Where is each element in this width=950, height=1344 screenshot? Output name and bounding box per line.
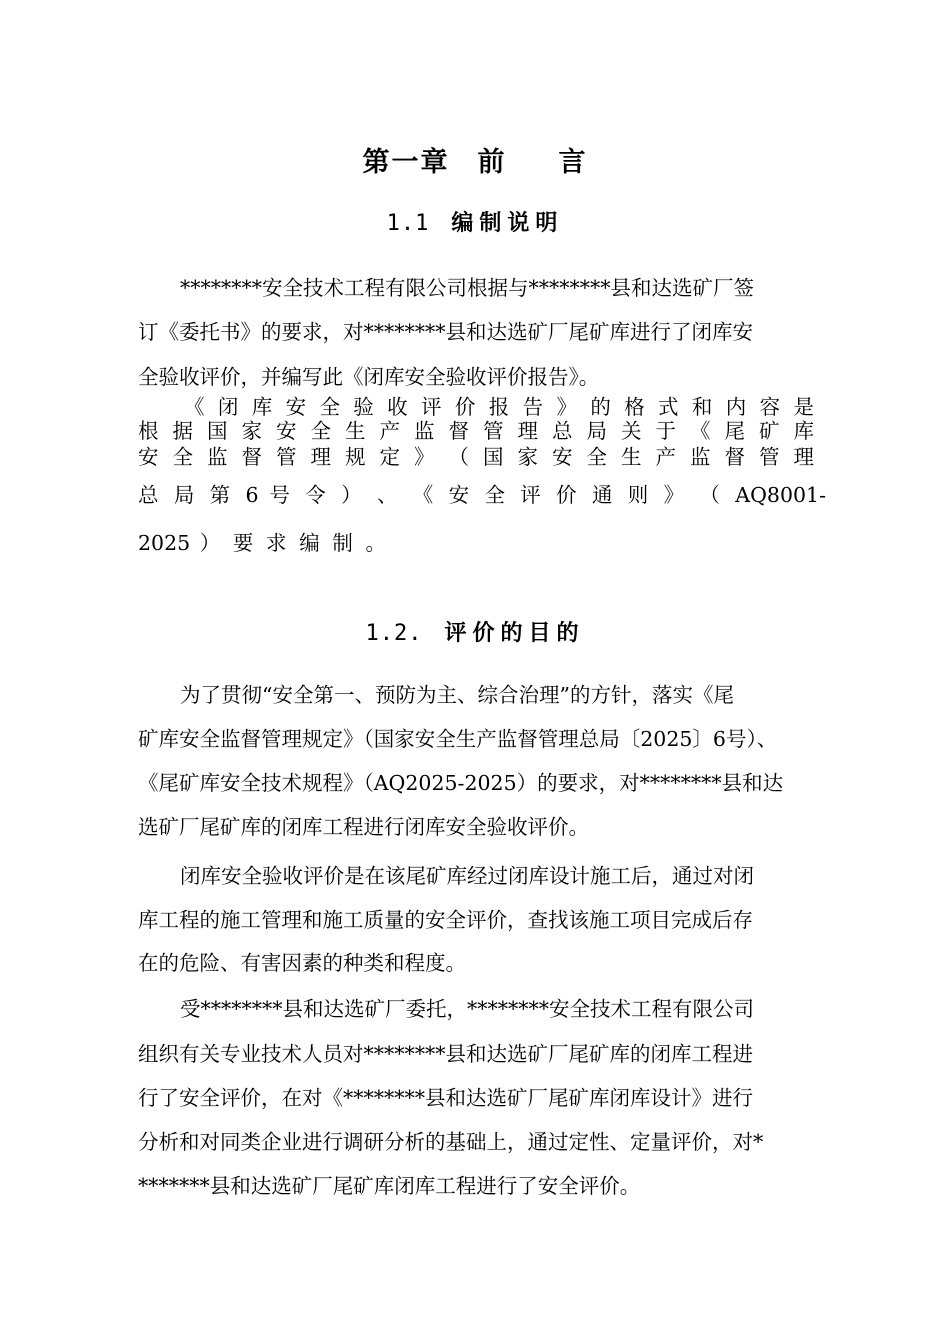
paragraph-line: 分析和对同类企业进行调研分析的基础上，通过定性、定量评价，对* (138, 1130, 764, 1154)
section-number: 1.1 (386, 211, 430, 236)
paragraph-line-spread: 总 局 第 6 号 令 ） 、 《 安 全 评 价 通 则 》 （ AQ8001- (138, 483, 826, 507)
section-label: 评价的目的 (444, 621, 585, 646)
chapter-title (0, 140, 950, 179)
paragraph-line: 订《委托书》的要求，对********县和达选矿厂尾矿库进行了闭库安 (138, 320, 753, 344)
section-label: 编制说明 (451, 211, 564, 236)
section-number: 1.2. (365, 621, 423, 646)
paragraph-line: 矿库安全监督管理规定》（国家安全生产监督管理总局〔2025〕6号）、 (138, 727, 778, 751)
paragraph-line-spread: 根 据 国 家 安 全 生 产 监 督 管 理 总 局 关 于 《 尾 矿 库 (138, 419, 814, 443)
chapter-title-word-2: 言 (558, 147, 588, 178)
chapter-title-word-1: 前 (477, 147, 507, 178)
paragraph-line: 库工程的施工管理和施工质量的安全评价，查找该施工项目完成后存 (138, 908, 753, 932)
paragraph-line: 受********县和达选矿厂委托，********安全技术工程有限公司 (180, 997, 754, 1021)
paragraph-line: ********安全技术工程有限公司根据与********县和达选矿厂签 (180, 276, 754, 300)
paragraph-line: 为了贯彻“安全第一、预防为主、综合治理”的方针，落实《尾 (180, 683, 734, 707)
paragraph-line-spread: 2025 ） 要 求 编 制 。 (138, 531, 386, 555)
paragraph-line: 闭库安全验收评价是在该尾矿库经过闭库设计施工后，通过对闭 (180, 864, 754, 888)
paragraph-line: 《尾矿库安全技术规程》（AQ2025-2025）的要求，对********县和达 (138, 771, 784, 795)
paragraph-line: 组织有关专业技术人员对********县和达选矿厂尾矿库的闭库工程进 (138, 1042, 753, 1066)
paragraph-line: 在的危险、有害因素的种类和程度。 (138, 951, 466, 975)
paragraph-line: 行了安全评价，在对《********县和达选矿厂尾矿库闭库设计》进行 (138, 1086, 753, 1110)
section-heading-1-2 (0, 616, 950, 647)
section-heading-1-1 (0, 206, 950, 237)
paragraph-line: *******县和达选矿厂尾矿库闭库工程进行了安全评价。 (138, 1174, 641, 1198)
paragraph-line-spread: 《 闭 库 安 全 验 收 评 价 报 告 》 的 格 式 和 内 容 是 (184, 395, 814, 419)
chapter-number: 第一章 (362, 147, 450, 178)
paragraph-line: 全验收评价，并编写此《闭库安全验收评价报告》。 (138, 365, 600, 389)
paragraph-line-spread: 安 全 监 督 管 理 规 定 》 （ 国 家 安 全 生 产 监 督 管 理 (138, 445, 814, 469)
paragraph-line: 选矿厂尾矿库的闭库工程进行闭库安全验收评价。 (138, 815, 589, 839)
